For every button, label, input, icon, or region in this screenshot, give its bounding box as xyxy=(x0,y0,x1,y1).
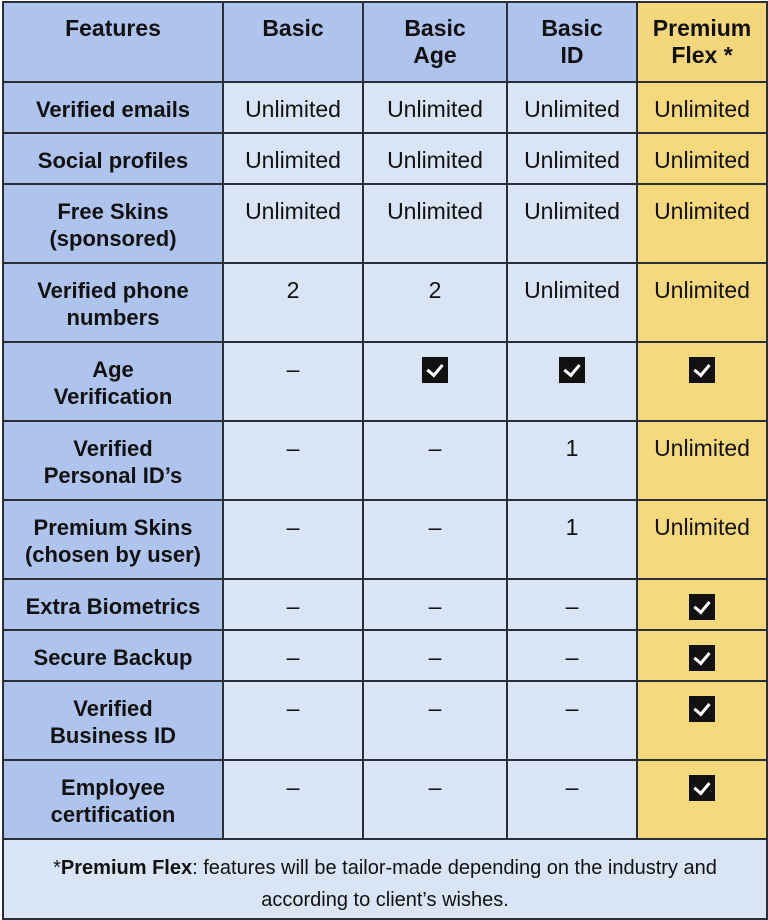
feature-value: – xyxy=(223,342,363,421)
feature-value: – xyxy=(363,500,507,579)
check-icon xyxy=(689,594,715,620)
feature-value: – xyxy=(507,760,637,839)
feature-label: Premium Skins (chosen by user) xyxy=(3,500,223,579)
feature-value: 2 xyxy=(223,263,363,342)
check-icon xyxy=(689,775,715,801)
footnote xyxy=(3,839,767,919)
feature-value: Unlimited xyxy=(507,263,637,342)
feature-value: – xyxy=(507,579,637,630)
table-row xyxy=(3,630,767,681)
feature-value: Unlimited xyxy=(223,82,363,133)
feature-value: Unlimited xyxy=(637,263,767,342)
feature-cell xyxy=(637,760,767,839)
column-header-1: Basic xyxy=(223,2,363,82)
footnote-bold: Premium Flex xyxy=(60,857,193,879)
footnote-row xyxy=(3,839,767,919)
feature-value: Unlimited xyxy=(637,184,767,263)
feature-value: Unlimited xyxy=(363,82,507,133)
feature-value: Unlimited xyxy=(507,133,637,184)
feature-value: 1 xyxy=(507,500,637,579)
feature-value: – xyxy=(223,500,363,579)
feature-value: – xyxy=(223,681,363,760)
feature-value: – xyxy=(363,630,507,681)
check-icon xyxy=(422,357,448,383)
feature-value: Unlimited xyxy=(363,184,507,263)
table-row xyxy=(3,263,767,342)
feature-cell xyxy=(363,342,507,421)
feature-value: – xyxy=(363,579,507,630)
feature-value: Unlimited xyxy=(223,184,363,263)
table-row xyxy=(3,500,767,579)
feature-label: Verified Personal ID’s xyxy=(3,421,223,500)
feature-label: Verified phone numbers xyxy=(3,263,223,342)
feature-label: Extra Biometrics xyxy=(3,579,223,630)
feature-label: Secure Backup xyxy=(3,630,223,681)
feature-cell xyxy=(637,342,767,421)
feature-value: – xyxy=(363,421,507,500)
feature-label: Verified Business ID xyxy=(3,681,223,760)
table-row xyxy=(3,133,767,184)
feature-value: 2 xyxy=(363,263,507,342)
feature-value: Unlimited xyxy=(363,133,507,184)
check-icon xyxy=(559,357,585,383)
feature-value: Unlimited xyxy=(507,184,637,263)
feature-value: – xyxy=(363,760,507,839)
feature-value: – xyxy=(223,630,363,681)
check-icon xyxy=(689,645,715,671)
feature-label: Verified emails xyxy=(3,82,223,133)
column-header-0: Features xyxy=(3,2,223,82)
feature-cell xyxy=(637,630,767,681)
feature-value: Unlimited xyxy=(637,82,767,133)
feature-value: – xyxy=(363,681,507,760)
feature-label: Age Verification xyxy=(3,342,223,421)
column-header-2: Basic Age xyxy=(363,2,507,82)
feature-label: Employee certification xyxy=(3,760,223,839)
column-header-4: Premium Flex * xyxy=(637,2,767,82)
features-table xyxy=(2,1,768,920)
feature-value: – xyxy=(223,579,363,630)
feature-value: – xyxy=(223,760,363,839)
table-row xyxy=(3,579,767,630)
feature-label: Social profiles xyxy=(3,133,223,184)
table-row xyxy=(3,342,767,421)
feature-cell xyxy=(637,681,767,760)
table-row xyxy=(3,82,767,133)
check-icon xyxy=(689,696,715,722)
pricing-comparison-table xyxy=(2,1,766,918)
table-row xyxy=(3,421,767,500)
feature-value: Unlimited xyxy=(637,133,767,184)
feature-value: – xyxy=(507,630,637,681)
feature-label: Free Skins (sponsored) xyxy=(3,184,223,263)
check-icon xyxy=(689,357,715,383)
header-row xyxy=(3,2,767,82)
feature-value: Unlimited xyxy=(223,133,363,184)
feature-cell xyxy=(507,342,637,421)
feature-value: Unlimited xyxy=(507,82,637,133)
feature-value: – xyxy=(507,681,637,760)
table-row xyxy=(3,760,767,839)
feature-value: 1 xyxy=(507,421,637,500)
table-row xyxy=(3,184,767,263)
feature-value: – xyxy=(223,421,363,500)
column-header-3: Basic ID xyxy=(507,2,637,82)
footnote-prefix: * xyxy=(53,857,61,879)
feature-value: Unlimited xyxy=(637,421,767,500)
table-row xyxy=(3,681,767,760)
footnote-text: : features will be tailor-made depending on the industry and according to client’s wishes. xyxy=(192,857,717,911)
feature-cell xyxy=(637,579,767,630)
feature-value: Unlimited xyxy=(637,500,767,579)
